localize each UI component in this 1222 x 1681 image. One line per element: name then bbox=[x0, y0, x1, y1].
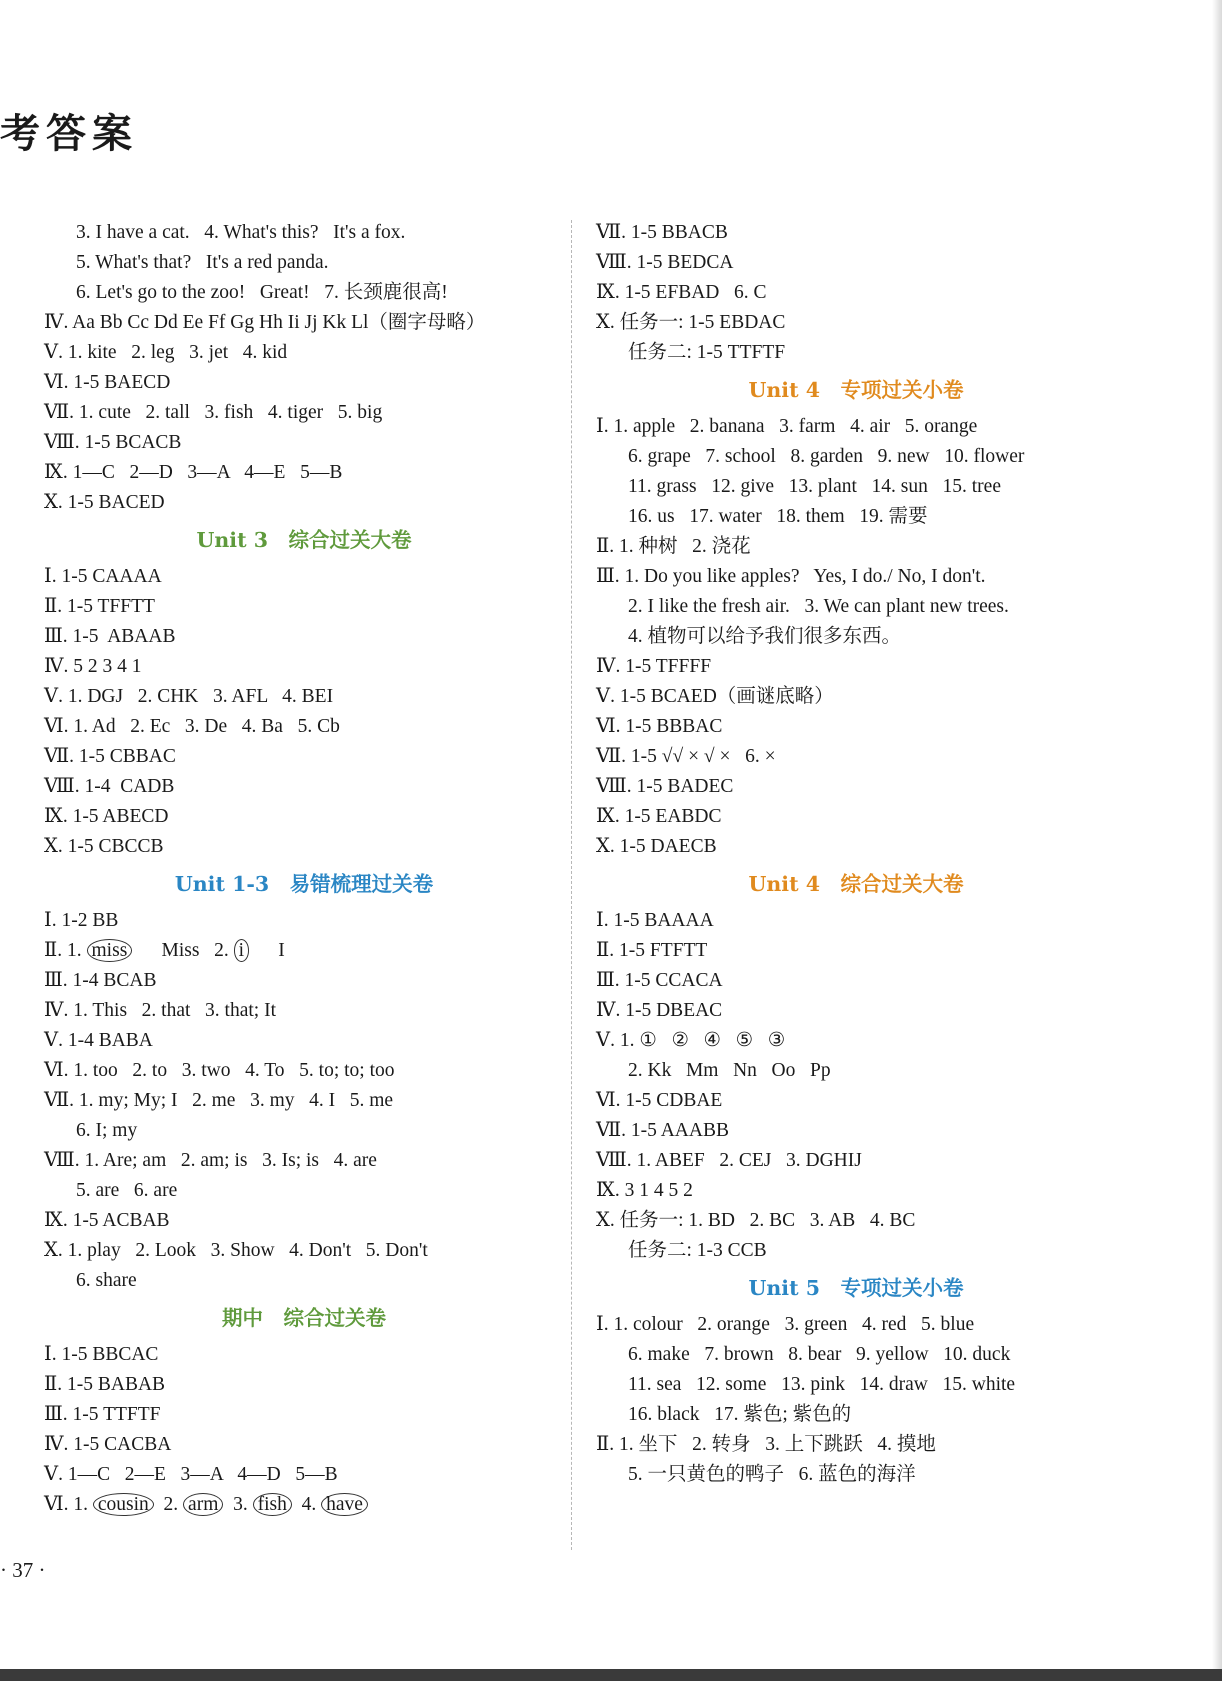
answer-line: Ⅱ. 1. 种树 2. 浇花 bbox=[596, 536, 751, 557]
right-answer-column bbox=[596, 218, 1116, 1490]
answer-line: Ⅹ. 1-5 DAECB bbox=[596, 836, 717, 857]
section-heading: Unit 5 专项过关小卷 bbox=[748, 1276, 964, 1300]
circled-word: miss bbox=[87, 939, 133, 962]
answer-line: Ⅳ. 1-5 TFFFF bbox=[596, 656, 712, 677]
circled-word: cousin bbox=[93, 1493, 154, 1516]
answer-line: Ⅱ. 1-5 FTFTT bbox=[596, 940, 708, 961]
answer-line: Ⅸ. 1—C 2—D 3—A 4—E 5—B bbox=[44, 462, 343, 483]
section-heading: 期中 综合过关卷 bbox=[222, 1306, 386, 1330]
answer-line: 6. make 7. brown 8. bear 9. yellow 10. duck bbox=[628, 1344, 1011, 1365]
answer-text: Ⅵ. 1. bbox=[44, 1494, 93, 1515]
page-title: 考答案 bbox=[0, 111, 138, 157]
answer-line: 5. 一只黄色的鸭子 6. 蓝色的海洋 bbox=[628, 1464, 916, 1485]
answer-line: Ⅶ. 1. cute 2. tall 3. fish 4. tiger 5. big bbox=[44, 402, 383, 423]
answer-line: 6. I; my bbox=[76, 1120, 138, 1141]
answer-line: 6. share bbox=[76, 1270, 137, 1291]
answer-line: Ⅹ. 1-5 CBCCB bbox=[44, 836, 164, 857]
answer-line: 任务二: 1-5 TTFTF bbox=[628, 342, 786, 363]
page-edge-shadow bbox=[1212, 0, 1222, 1681]
answer-line: 4. 植物可以给予我们很多东西。 bbox=[628, 626, 902, 647]
answer-line: Ⅰ. 1. colour 2. orange 3. green 4. red 5. blue bbox=[596, 1314, 975, 1335]
answer-line: Ⅱ. 1-5 TFFTT bbox=[44, 596, 155, 617]
answer-line: 5. What's that? It's a red panda. bbox=[76, 252, 329, 273]
answer-line: Ⅳ. 1-5 DBEAC bbox=[596, 1000, 723, 1021]
answer-line: Ⅴ. 1. kite 2. leg 3. jet 4. kid bbox=[44, 342, 288, 363]
answer-line: Ⅸ. 1-5 ABECD bbox=[44, 806, 169, 827]
answer-line: 6. grape 7. school 8. garden 9. new 10. flower bbox=[628, 446, 1025, 467]
answer-line bbox=[44, 1490, 564, 1520]
answer-line: Ⅰ. 1-2 BB bbox=[44, 910, 119, 931]
answer-line: 11. sea 12. some 13. pink 14. draw 15. white bbox=[628, 1374, 1016, 1395]
answer-line: Ⅳ. 1-5 CACBA bbox=[44, 1434, 172, 1455]
column-divider bbox=[571, 220, 572, 1550]
answer-line: Ⅷ. 1. ABEF 2. CEJ 3. DGHIJ bbox=[596, 1150, 862, 1171]
answer-line: Ⅰ. 1-5 BBCAC bbox=[44, 1344, 159, 1365]
answer-line: Ⅲ. 1. Do you like apples? Yes, I do./ No, I don't. bbox=[596, 566, 986, 587]
answer-line: Ⅷ. 1-4 CADB bbox=[44, 776, 175, 797]
answer-line: Ⅲ. 1-5 ABAAB bbox=[44, 626, 176, 647]
circled-word: i bbox=[234, 939, 249, 962]
answer-line: 2. Kk Mm Nn Oo Pp bbox=[628, 1060, 831, 1081]
answer-line: Ⅷ. 1-5 BEDCA bbox=[596, 252, 734, 273]
answer-line: Ⅳ. 5 2 3 4 1 bbox=[44, 656, 142, 677]
answer-line: 2. I like the fresh air. 3. We can plant new trees. bbox=[628, 596, 1009, 617]
answer-line: Ⅹ. 任务一: 1-5 EBDAC bbox=[596, 312, 786, 333]
answer-text: 3. bbox=[223, 1494, 253, 1515]
circled-word: have bbox=[321, 1493, 368, 1516]
answer-line: Ⅸ. 1-5 EABDC bbox=[596, 806, 722, 827]
answer-line: 16. us 17. water 18. them 19. 需要 bbox=[628, 506, 928, 527]
answer-line: Ⅰ. 1-5 CAAAA bbox=[44, 566, 162, 587]
answer-line: Ⅵ. 1. Ad 2. Ec 3. De 4. Ba 5. Cb bbox=[44, 716, 340, 737]
section-heading: Unit 4 综合过关大卷 bbox=[748, 872, 964, 896]
answer-line: Ⅴ. 1. DGJ 2. CHK 3. AFL 4. BEI bbox=[44, 686, 334, 707]
answer-line: 任务二: 1-3 CCB bbox=[628, 1240, 767, 1261]
answer-line: Ⅱ. 1-5 BABAB bbox=[44, 1374, 166, 1395]
answer-line: Ⅶ. 1-5 √√ × √ × 6. × bbox=[596, 746, 776, 767]
answer-line: Ⅷ. 1-5 BCACB bbox=[44, 432, 182, 453]
answer-line: Ⅹ. 1. play 2. Look 3. Show 4. Don't 5. Don't bbox=[44, 1240, 428, 1261]
answer-line: Ⅴ. 1-5 BCAED（画谜底略） bbox=[596, 686, 834, 707]
scan-bottom-edge bbox=[0, 1669, 1222, 1681]
answer-line: Ⅵ. 1-5 CDBAE bbox=[596, 1090, 723, 1111]
section-heading: Unit 3 综合过关大卷 bbox=[196, 528, 412, 552]
answer-line: Ⅴ. 1—C 2—E 3—A 4—D 5—B bbox=[44, 1464, 338, 1485]
answer-line: 5. are 6. are bbox=[76, 1180, 178, 1201]
answer-line: 16. black 17. 紫色; 紫色的 bbox=[628, 1404, 852, 1425]
answer-line: Ⅹ. 任务一: 1. BD 2. BC 3. AB 4. BC bbox=[596, 1210, 916, 1231]
answer-text: 2. bbox=[153, 1494, 184, 1515]
answer-line: Ⅰ. 1. apple 2. banana 3. farm 4. air 5. orange bbox=[596, 416, 978, 437]
page-number: · 37 · bbox=[0, 1558, 46, 1582]
answer-line: Ⅶ. 1-5 AAABB bbox=[596, 1120, 729, 1141]
answer-line: 11. grass 12. give 13. plant 14. sun 15. tree bbox=[628, 476, 1001, 497]
answer-line: Ⅴ. 1-4 BABA bbox=[44, 1030, 153, 1051]
left-answer-column bbox=[44, 218, 564, 1520]
answer-line: Ⅰ. 1-5 BAAAA bbox=[596, 910, 714, 931]
answer-line: Ⅷ. 1-5 BADEC bbox=[596, 776, 734, 797]
answer-line: Ⅶ. 1-5 CBBAC bbox=[44, 746, 176, 767]
answer-text: Miss 2. bbox=[132, 940, 234, 961]
circled-word: fish bbox=[253, 1493, 292, 1516]
answer-line: Ⅲ. 1-5 TTFTF bbox=[44, 1404, 161, 1425]
answer-line: Ⅹ. 1-5 BACED bbox=[44, 492, 165, 513]
answer-line: Ⅳ. 1. This 2. that 3. that; It bbox=[44, 1000, 276, 1021]
answer-line: 6. Let's go to the zoo! Great! 7. 长颈鹿很高! bbox=[76, 282, 448, 303]
answer-line: Ⅵ. 1-5 BAECD bbox=[44, 372, 171, 393]
answer-line: Ⅸ. 3 1 4 5 2 bbox=[596, 1180, 693, 1201]
answer-line: Ⅶ. 1-5 BBACB bbox=[596, 222, 728, 243]
answer-line bbox=[44, 936, 564, 966]
answer-line: Ⅲ. 1-4 BCAB bbox=[44, 970, 157, 991]
answer-line: Ⅸ. 1-5 EFBAD 6. C bbox=[596, 282, 767, 303]
answer-line: Ⅶ. 1. my; My; I 2. me 3. my 4. I 5. me bbox=[44, 1090, 394, 1111]
answer-line: 3. I have a cat. 4. What's this? It's a fox. bbox=[76, 222, 406, 243]
answer-text: 4. bbox=[291, 1494, 322, 1515]
answer-line: Ⅷ. 1. Are; am 2. am; is 3. Is; is 4. are bbox=[44, 1150, 377, 1171]
answer-line: Ⅵ. 1. too 2. to 3. two 4. To 5. to; to; too bbox=[44, 1060, 395, 1081]
answer-line: Ⅳ. Aa Bb Cc Dd Ee Ff Gg Hh Ii Jj Kk Ll（圈字母略） bbox=[44, 312, 486, 333]
circled-word: arm bbox=[183, 1493, 223, 1516]
answer-line: Ⅸ. 1-5 ACBAB bbox=[44, 1210, 170, 1231]
answer-line: Ⅲ. 1-5 CCACA bbox=[596, 970, 723, 991]
answer-line: Ⅴ. 1. ① ② ④ ⑤ ③ bbox=[596, 1030, 786, 1051]
section-heading: Unit 4 专项过关小卷 bbox=[748, 378, 964, 402]
section-heading: Unit 1-3 易错梳理过关卷 bbox=[174, 872, 434, 896]
answer-text: Ⅱ. 1. bbox=[44, 940, 87, 961]
answer-text: I bbox=[249, 940, 285, 961]
answer-line: Ⅵ. 1-5 BBBAC bbox=[596, 716, 723, 737]
answer-line: Ⅱ. 1. 坐下 2. 转身 3. 上下跳跃 4. 摸地 bbox=[596, 1434, 936, 1455]
